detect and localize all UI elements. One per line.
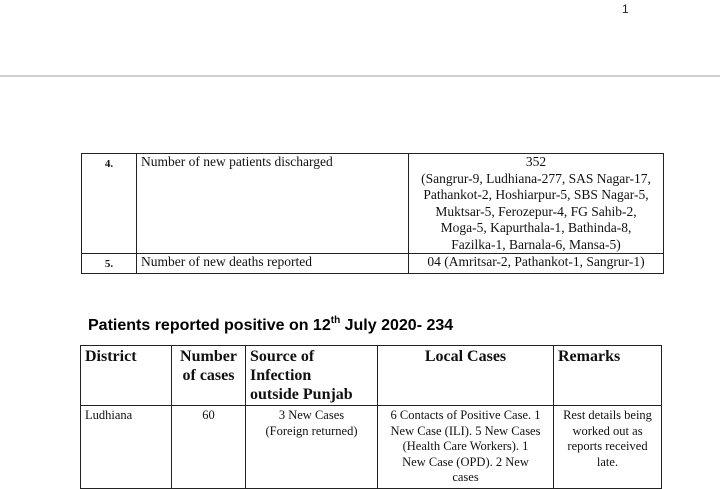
row-value [409, 154, 664, 254]
page-divider [0, 75, 720, 77]
row-description: Number of new deaths reported [137, 254, 409, 274]
section-title [88, 317, 453, 335]
header-line: Source of [250, 348, 315, 365]
cell-line: New Case (ILI). 5 New Cases [390, 423, 541, 438]
value-line: Muktsar-5, Ferozepur-4, FG Sahib-2, [435, 203, 637, 219]
cell-district: Ludhiana [81, 406, 172, 489]
header-number [172, 346, 246, 406]
value-line: 352 [525, 154, 547, 169]
cell-line: (Health Care Workers). 1 [402, 439, 529, 453]
cell-line: worked out as [572, 423, 643, 438]
value-line: Moga-5, Kapurthala-1, Bathinda-8, [440, 220, 632, 235]
summary-table [81, 153, 664, 274]
value-line: Fazilka-1, Barnala-6, Mansa-5) [451, 236, 621, 252]
header-source [246, 346, 378, 406]
cell-number: 60 [172, 406, 246, 489]
cell-line: (Foreign returned) [265, 423, 358, 438]
header-line: Infection [250, 367, 312, 384]
value-line: 04 (Amritsar-2, Pathankot-1, Sangrur-1) [427, 254, 645, 269]
cell-source [246, 406, 378, 489]
table-row [81, 406, 662, 489]
header-row [81, 346, 662, 406]
row-description: Number of new patients discharged [137, 154, 409, 254]
cell-remarks [554, 406, 662, 489]
district-table [80, 345, 662, 489]
value-line: Pathankot-2, Hoshiarpur-5, SBS Nagar-5, [423, 187, 649, 202]
row-number: 4. [82, 154, 137, 254]
row-number: 5. [82, 254, 137, 274]
cell-line: reports received [567, 439, 648, 453]
title-text-end: July 2020- 234 [340, 317, 454, 334]
header-local: Local Cases [378, 346, 554, 406]
cell-line: 6 Contacts of Positive Case. 1 [390, 408, 541, 422]
cell-line: late. [596, 454, 619, 469]
cell-line: Rest details being [563, 408, 652, 422]
page-number: 1 [622, 2, 629, 16]
title-superscript: th [330, 315, 341, 326]
header-line: of cases [182, 367, 235, 384]
row-value [409, 254, 664, 274]
header-remarks: Remarks [554, 346, 662, 406]
title-text: Patients reported positive on 12 [88, 317, 331, 334]
header-district: District [81, 346, 172, 406]
header-line: outside Punjab [250, 386, 353, 403]
table-row [82, 254, 664, 274]
cell-local [378, 406, 554, 489]
cell-line: cases [452, 470, 479, 484]
cell-line: 3 New Cases [278, 408, 345, 422]
cell-line: New Case (OPD). 2 New [402, 454, 529, 469]
table-row [82, 154, 664, 254]
value-line: (Sangrur-9, Ludhiana-277, SAS Nagar-17, [421, 170, 651, 186]
header-line: Number [180, 348, 237, 365]
